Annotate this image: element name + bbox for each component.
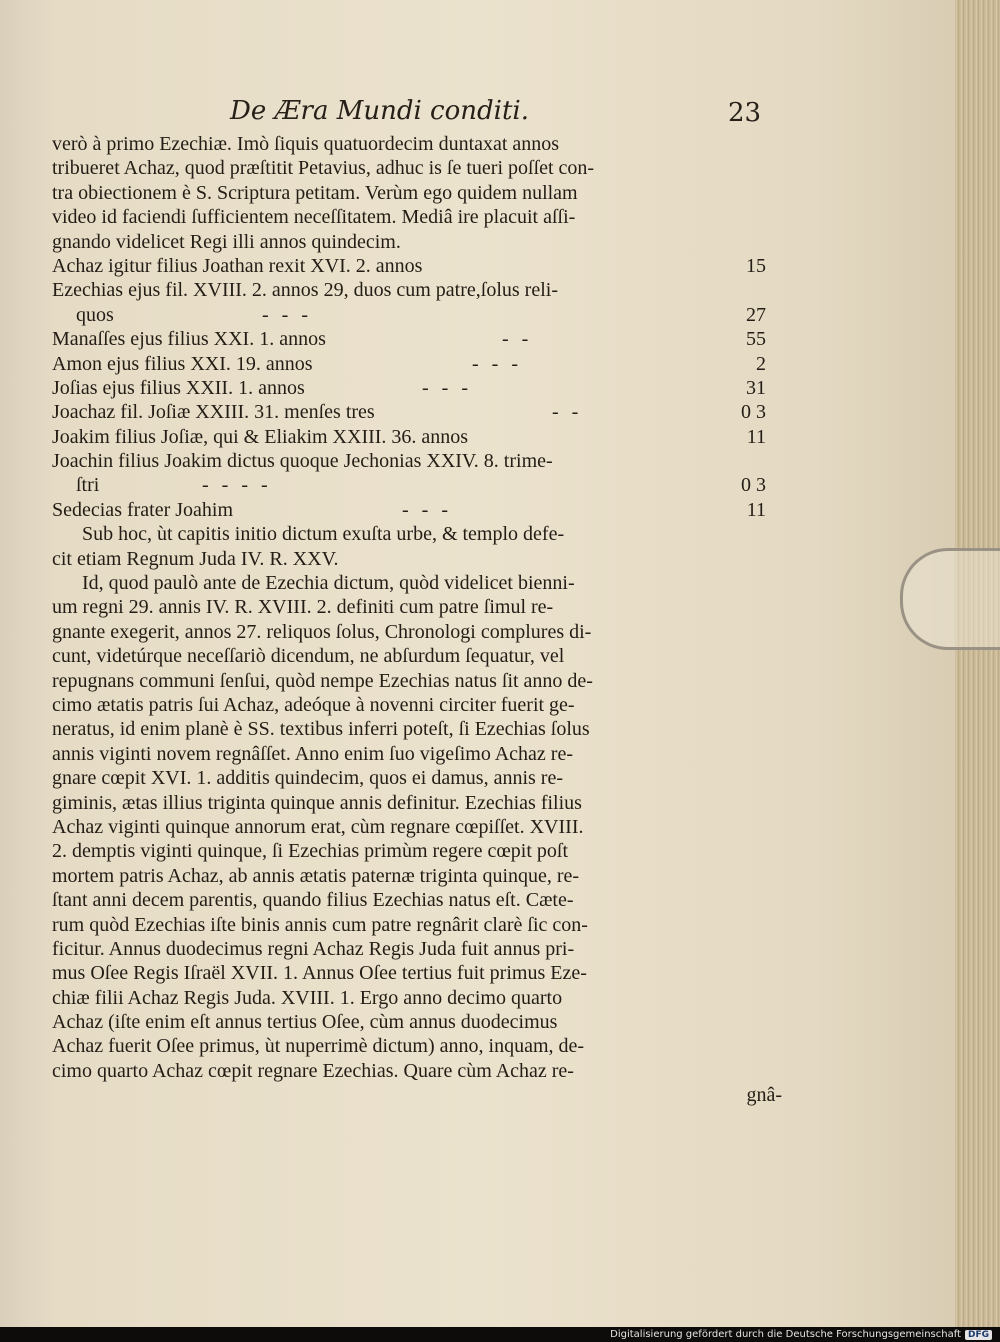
table-value: 11 bbox=[746, 425, 766, 448]
text-line: ſtant anni decem parentis, quando filius Ezechias natus eſt. Cæte- bbox=[52, 889, 574, 912]
text-line: cit etiam Regnum Juda IV. R. XXV. bbox=[52, 547, 339, 570]
table-entry: Joſias ejus filius XXII. 1. annos bbox=[52, 376, 305, 399]
footer-bar bbox=[0, 1327, 1000, 1342]
table-entry: Amon ejus filius XXI. 19. annos bbox=[52, 352, 313, 375]
text-line: cimo ætatis patris ſui Achaz, adeóque à novenni circiter fuerit ge- bbox=[52, 693, 575, 716]
text-line: Id, quod paulò ante de Ezechia dictum, quòd videlicet bienni- bbox=[82, 572, 575, 595]
table-value: 0 3 bbox=[741, 401, 766, 424]
table-row bbox=[52, 327, 782, 351]
table-row bbox=[52, 303, 782, 327]
intro-paragraph bbox=[52, 132, 782, 254]
table-row bbox=[52, 352, 782, 376]
page-header bbox=[0, 96, 960, 136]
text-line: cimo quarto Achaz cœpit regnare Ezechias. Quare cùm Achaz re- bbox=[52, 1059, 574, 1082]
text-line: rum quòd Ezechias iſte binis annis cum patre regnârit clarè ſic con- bbox=[52, 913, 588, 936]
table-dots: - - - bbox=[262, 303, 312, 326]
table-row bbox=[52, 425, 782, 449]
text-line: mortem patris Achaz, ab annis ætatis paternæ triginta quinque, re- bbox=[52, 864, 580, 887]
text-line: giminis, ætas illius triginta quinque annis definitur. Ezechias filius bbox=[52, 791, 582, 814]
table-row bbox=[52, 278, 782, 302]
digitization-credit: Digitalisierung gefördert durch die Deutsche Forschungsgemeinschaft bbox=[610, 1329, 961, 1340]
table-row bbox=[52, 449, 782, 473]
table-dots: - - - - bbox=[202, 474, 272, 497]
text-line: repugnans communi ſenſui, quòd nempe Ezechias natus ſit anno de- bbox=[52, 669, 593, 692]
page-number: 23 bbox=[728, 98, 762, 128]
text-line: ficitur. Annus duodecimus regni Achaz Regis Juda fuit annus pri- bbox=[52, 937, 575, 960]
text-line: cunt, videtúrque neceſſariò dicendum, ne abſurdum ſequatur, vel bbox=[52, 645, 565, 668]
table-dots: - - - bbox=[422, 376, 472, 399]
text-line: um regni 29. annis IV. R. XVIII. 2. definiti cum patre ſimul re- bbox=[52, 596, 554, 619]
table-dots: - - - bbox=[472, 352, 522, 375]
text-line: gnante exegerit, annos 27. reliquos ſolus, Chronologi complures di- bbox=[52, 620, 592, 643]
running-title: De Æra Mundi conditi. bbox=[230, 96, 529, 126]
body-paragraphs bbox=[52, 522, 782, 1107]
dfg-logo: DFG bbox=[965, 1330, 992, 1340]
table-value: 31 bbox=[746, 376, 766, 399]
table-row bbox=[52, 254, 782, 278]
bookmark-tab bbox=[900, 548, 1000, 650]
page-text bbox=[52, 132, 782, 1108]
text-line: mus Oſee Regis Iſraël XVII. 1. Annus Oſee tertius fuit primus Eze- bbox=[52, 962, 587, 985]
table-entry: Achaz igitur filius Joathan rexit XVI. 2. annos bbox=[52, 254, 423, 277]
catchword: gnâ- bbox=[746, 1084, 782, 1107]
table-value: 2 bbox=[756, 352, 766, 375]
table-entry: Ezechias ejus fil. XVIII. 2. annos 29, duos cum patre,ſolus reli- bbox=[52, 279, 558, 302]
table-dots: - - bbox=[502, 328, 533, 351]
table-dots: - - bbox=[552, 401, 583, 424]
text-line: Achaz viginti quinque annorum erat, cùm regnare cœpiſſet. XVIII. bbox=[52, 815, 584, 838]
table-entry: ſtri bbox=[76, 474, 100, 497]
table-entry: Joachaz fil. Joſiæ XXIII. 31. menſes tres bbox=[52, 401, 375, 424]
text-line: tra obiectionem è S. Scriptura petitam. Verùm ego quidem nullam bbox=[52, 181, 578, 204]
table-value: 27 bbox=[746, 303, 766, 326]
table-value: 0 3 bbox=[741, 474, 766, 497]
table-row bbox=[52, 376, 782, 400]
table-row bbox=[52, 473, 782, 497]
table-value: 15 bbox=[746, 254, 766, 277]
table-entry: Joakim filius Joſiæ, qui & Eliakim XXIII. 36. annos bbox=[52, 425, 469, 448]
table-value: 55 bbox=[746, 328, 766, 351]
text-line: gnando videlicet Regi illi annos quindecim. bbox=[52, 230, 401, 253]
text-line: gnare cœpit XVI. 1. additis quindecim, quos ei damus, annis re- bbox=[52, 767, 563, 790]
table-entry: quos bbox=[76, 303, 114, 326]
table-dots: - - - bbox=[402, 498, 452, 521]
text-line: Achaz fuerit Oſee primus, ùt nuperrimè dictum) anno, inquam, de- bbox=[52, 1035, 585, 1058]
text-line: neratus, id enim planè è SS. textibus inferri poteſt, ſi Ezechias ſolus bbox=[52, 718, 590, 741]
text-line: tribueret Achaz, quod præſtitit Petavius, adhuc is ſe tueri poſſet con- bbox=[52, 157, 595, 180]
table-entry: Joachin filius Joakim dictus quoque Jechonias XXIV. 8. trime- bbox=[52, 450, 553, 473]
text-line: Sub hoc, ùt capitis initio dictum exuſta urbe, & templo defe- bbox=[82, 523, 565, 546]
text-line: verò à primo Ezechiæ. Imò ſiquis quatuordecim duntaxat annos bbox=[52, 133, 560, 155]
text-line: annis viginti novem regnâſſet. Anno enim ſuo vigeſimo Achaz re- bbox=[52, 742, 573, 765]
regnal-table bbox=[52, 254, 782, 522]
text-line: 2. demptis viginti quinque, ſi Ezechias primùm regere cœpit poſt bbox=[52, 840, 568, 863]
table-entry: Sedecias frater Joahim bbox=[52, 498, 234, 521]
text-line: Achaz (iſte enim eſt annus tertius Oſee, cùm annus duodecimus bbox=[52, 1011, 558, 1034]
table-row bbox=[52, 498, 782, 522]
table-value: 11 bbox=[746, 498, 766, 521]
text-line: chiæ filii Achaz Regis Juda. XVIII. 1. Ergo anno decimo quarto bbox=[52, 986, 563, 1009]
book-page-edges bbox=[955, 0, 1000, 1327]
table-row bbox=[52, 400, 782, 424]
text-line: video id faciendi ſufficientem neceſſitatem. Mediâ ire placuit aſſi- bbox=[52, 206, 576, 229]
table-entry: Manaſſes ejus filius XXI. 1. annos bbox=[52, 328, 326, 351]
